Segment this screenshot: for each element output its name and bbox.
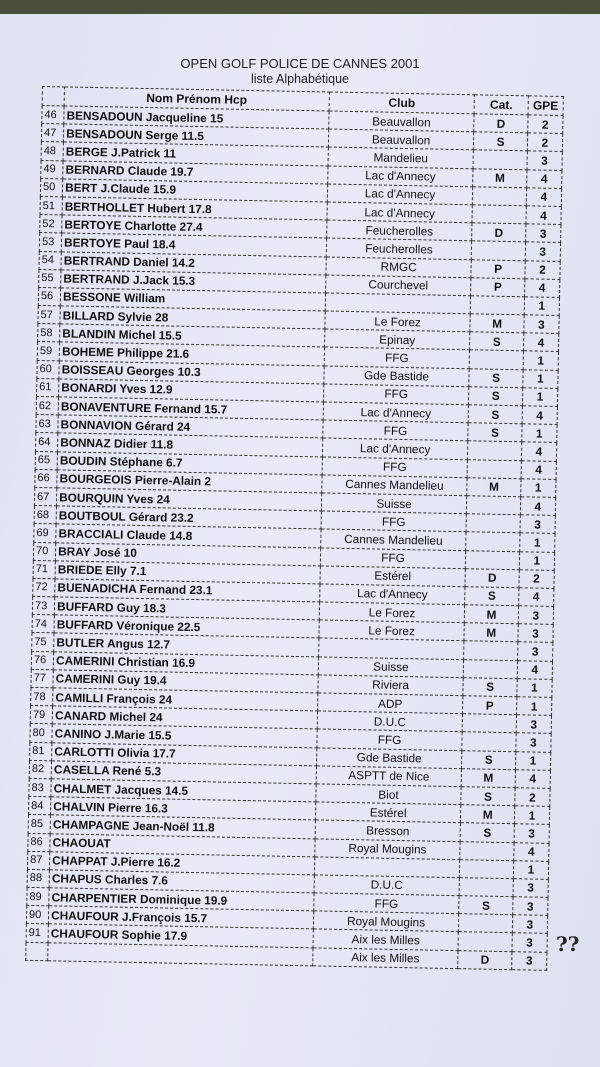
row-number: 91 xyxy=(26,924,48,943)
row-club: RMGC xyxy=(326,256,472,277)
row-number: 55 xyxy=(39,269,61,288)
row-club: Lac d'Annecy xyxy=(327,166,473,187)
row-club: Feucherolles xyxy=(326,220,472,241)
row-cat: M xyxy=(473,168,527,187)
row-club: Mandelieu xyxy=(328,147,474,168)
row-number: 48 xyxy=(41,142,63,161)
row-cat xyxy=(464,641,518,660)
row-number: 47 xyxy=(41,124,63,143)
row-cat xyxy=(468,459,522,478)
row-name: BERTHOLLET Hubert 17.8 xyxy=(62,197,327,220)
row-gpe: 4 xyxy=(526,188,562,207)
row-cat xyxy=(472,241,526,260)
row-name: BOISSEAU Georges 10.3 xyxy=(59,361,324,384)
row-name: BERTOYE Paul 18.4 xyxy=(61,233,326,256)
row-number: 77 xyxy=(31,669,53,688)
row-cat xyxy=(460,859,514,878)
row-cat: P xyxy=(471,259,525,278)
row-cat: P xyxy=(471,277,525,296)
row-number: 89 xyxy=(27,887,49,906)
row-cat: M xyxy=(461,805,515,824)
row-club: Beauvallon xyxy=(328,129,474,150)
row-number: 57 xyxy=(38,306,60,325)
row-number: 74 xyxy=(32,615,54,634)
row-gpe: 3 xyxy=(517,642,553,661)
row-cat: S xyxy=(468,423,522,442)
row-number: 53 xyxy=(39,233,61,252)
row-cat xyxy=(466,532,520,551)
row-gpe: 1 xyxy=(513,860,549,879)
row-club: Cannes Mandelieu xyxy=(321,475,467,496)
row-name: CAMERINI Guy 19.4 xyxy=(53,670,318,693)
col-header-number xyxy=(42,87,64,106)
row-gpe: 4 xyxy=(517,660,553,679)
row-name: CARLOTTI Olivia 17.7 xyxy=(52,742,317,765)
row-club: FFG xyxy=(320,547,466,568)
row-name: BLANDIN Michel 15.5 xyxy=(60,324,325,347)
col-header-cat: Cat. xyxy=(475,95,529,115)
row-cat: D xyxy=(465,568,519,587)
row-gpe: 4 xyxy=(521,460,557,479)
row-number: 62 xyxy=(36,396,58,415)
row-gpe: 4 xyxy=(526,169,562,188)
row-number: 71 xyxy=(33,560,55,579)
row-name: BOUDIN Stéphane 6.7 xyxy=(57,451,322,474)
row-gpe: 1 xyxy=(519,533,555,552)
row-number: 85 xyxy=(28,815,50,834)
row-number: 80 xyxy=(30,724,52,743)
row-cat: S xyxy=(461,823,515,842)
row-cat: S xyxy=(462,750,516,769)
row-gpe: 3 xyxy=(516,715,552,734)
row-name: BONNAVION Gérard 24 xyxy=(58,415,323,438)
row-club: Courchevel xyxy=(325,275,471,296)
row-cat: S xyxy=(463,678,517,697)
row-number: 88 xyxy=(27,869,49,888)
row-gpe: 1 xyxy=(516,697,552,716)
row-number: 79 xyxy=(30,706,52,725)
row-cat: S xyxy=(465,587,519,606)
row-club: FFG xyxy=(313,893,459,914)
row-gpe: 3 xyxy=(511,951,547,970)
row-club: D.U.C xyxy=(314,875,460,896)
row-cat: M xyxy=(465,605,519,624)
row-number: 81 xyxy=(30,742,52,761)
row-number: 58 xyxy=(38,324,60,343)
row-number: 60 xyxy=(37,360,59,379)
row-gpe: 4 xyxy=(520,497,556,516)
row-name: BOUTBOUL Gérard 23.2 xyxy=(56,506,321,529)
row-cat: S xyxy=(469,387,523,406)
row-name: BRIEDE Elly 7.1 xyxy=(55,561,320,584)
row-gpe: 1 xyxy=(523,369,559,388)
row-gpe: 4 xyxy=(524,278,560,297)
col-header-name: Nom Prénom Hcp xyxy=(64,87,329,111)
row-gpe: 2 xyxy=(527,133,563,152)
row-number: 69 xyxy=(34,524,56,543)
row-number: 63 xyxy=(36,415,58,434)
row-name: BUTLER Angus 12.7 xyxy=(54,633,319,656)
row-gpe: 4 xyxy=(515,769,551,788)
row-name: BERTRAND Daniel 14.2 xyxy=(61,251,326,274)
row-cat xyxy=(464,659,518,678)
row-number: 66 xyxy=(35,469,57,488)
row-name: BRACCIALI Claude 14.8 xyxy=(56,524,321,547)
row-cat: M xyxy=(464,623,518,642)
row-gpe: 3 xyxy=(513,879,549,898)
row-club: Gde Bastide xyxy=(316,747,462,768)
row-cat: P xyxy=(463,696,517,715)
row-name: CASELLA René 5.3 xyxy=(51,761,316,784)
row-club: Estérel xyxy=(315,802,461,823)
row-name: BUENADICHA Fernand 23.1 xyxy=(55,579,320,602)
row-number: 87 xyxy=(27,851,49,870)
row-cat xyxy=(473,187,527,206)
row-club: ADP xyxy=(317,693,463,714)
row-number: 82 xyxy=(29,760,51,779)
row-cat xyxy=(466,550,520,569)
row-gpe: 1 xyxy=(522,424,558,443)
row-club: Lac d'Annecy xyxy=(327,184,473,205)
row-number: 78 xyxy=(31,687,53,706)
row-gpe: 2 xyxy=(525,260,561,279)
row-club: Aix les Milles xyxy=(313,929,459,950)
row-name: CANARD Michel 24 xyxy=(52,706,317,729)
row-name: CHAMPAGNE Jean-Noël 11.8 xyxy=(50,815,315,838)
row-club: D.U.C xyxy=(317,711,463,732)
row-name: BUFFARD Guy 18.3 xyxy=(54,597,319,620)
row-name: BERTRAND J.Jack 15.3 xyxy=(61,270,326,293)
row-club: Gde Bastide xyxy=(323,366,469,387)
row-gpe: 4 xyxy=(523,333,559,352)
row-name: BUFFARD Véronique 22.5 xyxy=(54,615,319,638)
row-cat xyxy=(470,350,524,369)
row-club: ASPTT de Nice xyxy=(316,766,462,787)
table-body xyxy=(26,106,563,971)
row-club: Le Forez xyxy=(325,311,471,332)
document-title: OPEN GOLF POLICE DE CANNES 2001 xyxy=(180,56,420,71)
row-name: BRAY José 10 xyxy=(56,542,321,565)
row-number: 67 xyxy=(34,487,56,506)
row-gpe: 3 xyxy=(518,606,554,625)
row-gpe: 1 xyxy=(514,806,550,825)
row-cat xyxy=(466,514,520,533)
row-gpe: 3 xyxy=(512,915,548,934)
row-name: BONNAZ Didier 11.8 xyxy=(58,433,323,456)
row-name: BONARDI Yves 12.9 xyxy=(59,379,324,402)
row-gpe: 1 xyxy=(517,679,553,698)
row-name: BERNARD Claude 19.7 xyxy=(63,160,328,183)
row-gpe: 4 xyxy=(518,588,554,607)
row-club: Lac d'Annecy xyxy=(327,202,473,223)
row-number: 52 xyxy=(40,215,62,234)
row-cat xyxy=(462,732,516,751)
row-cat xyxy=(460,841,514,860)
row-gpe: 2 xyxy=(527,115,563,134)
row-gpe: 4 xyxy=(526,206,562,225)
row-name: BILLARD Sylvie 28 xyxy=(60,306,325,329)
row-number: 59 xyxy=(37,342,59,361)
row-number: 68 xyxy=(34,506,56,525)
row-cat xyxy=(472,205,526,224)
row-gpe: 4 xyxy=(513,842,549,861)
row-gpe: 2 xyxy=(519,569,555,588)
row-club: Aix les Milles xyxy=(312,947,458,968)
row-cat: S xyxy=(459,896,513,915)
row-club: Estérel xyxy=(320,566,466,587)
row-number: 73 xyxy=(32,596,54,615)
row-number: 72 xyxy=(33,578,55,597)
row-cat: S xyxy=(469,405,523,424)
row-gpe: 3 xyxy=(516,733,552,752)
row-cat xyxy=(471,296,525,315)
row-gpe: 3 xyxy=(520,515,556,534)
row-number: 70 xyxy=(33,542,55,561)
row-number: 50 xyxy=(40,178,62,197)
col-header-club: Club xyxy=(329,92,475,114)
row-gpe: 1 xyxy=(515,751,551,770)
row-cat: S xyxy=(469,368,523,387)
row-name: BERGE J.Patrick 11 xyxy=(63,142,328,165)
row-gpe: 1 xyxy=(523,351,559,370)
row-cat: D xyxy=(472,223,526,242)
row-club: FFG xyxy=(322,457,468,478)
row-cat: S xyxy=(470,332,524,351)
row-gpe: 3 xyxy=(512,933,548,952)
row-club: Riviera xyxy=(318,675,464,696)
row-name: BENSADOUN Serge 11.5 xyxy=(64,124,329,147)
row-number: 83 xyxy=(29,778,51,797)
row-name: CHAUFOUR J.François 15.7 xyxy=(49,906,314,929)
row-club: Le Forez xyxy=(319,620,465,641)
row-cat: D xyxy=(458,950,512,969)
row-cat xyxy=(459,914,513,933)
row-cat: D xyxy=(474,114,528,133)
row-gpe: 2 xyxy=(515,788,551,807)
row-name: BOHEME Philippe 21.6 xyxy=(59,342,324,365)
row-number: 75 xyxy=(32,633,54,652)
row-name: CHAUFOUR Sophie 17.9 xyxy=(48,924,313,947)
row-club: Lac d'Annecy xyxy=(319,584,465,605)
row-cat xyxy=(473,150,527,169)
row-name: CHALVIN Pierre 16.3 xyxy=(51,797,316,820)
row-club: FFG xyxy=(323,384,469,405)
row-gpe: 1 xyxy=(524,297,560,316)
row-number: 51 xyxy=(40,196,62,215)
handwritten-annotation: ?? xyxy=(556,932,580,956)
row-name: BOURGEOIS Pierre-Alain 2 xyxy=(57,470,322,493)
row-number: 86 xyxy=(28,833,50,852)
row-name: CHAPUS Charles 7.6 xyxy=(49,870,314,893)
row-cat: M xyxy=(470,314,524,333)
row-number: 49 xyxy=(41,160,63,179)
row-cat xyxy=(467,496,521,515)
row-gpe: 3 xyxy=(514,824,550,843)
row-number: 56 xyxy=(38,287,60,306)
row-club: Beauvallon xyxy=(328,111,474,132)
row-number: 54 xyxy=(39,251,61,270)
row-name: CAMERINI Christian 16.9 xyxy=(53,651,318,674)
row-cat xyxy=(468,441,522,460)
row-name: BESSONE William xyxy=(60,288,325,311)
row-club: FFG xyxy=(316,729,462,750)
row-cat xyxy=(458,932,512,951)
row-cat: M xyxy=(462,768,516,787)
row-club: Le Forez xyxy=(319,602,465,623)
row-gpe: 3 xyxy=(518,624,554,643)
row-cat: S xyxy=(461,787,515,806)
row-gpe: 4 xyxy=(522,406,558,425)
row-name: BOURQUIN Yves 24 xyxy=(57,488,322,511)
row-name: BERT J.Claude 15.9 xyxy=(63,179,328,202)
row-cat: S xyxy=(474,132,528,151)
document-subtitle: liste Alphabétique xyxy=(251,72,349,86)
row-club: Royal Mougins xyxy=(314,838,460,859)
row-club: Epinay xyxy=(324,329,470,350)
row-number: 84 xyxy=(29,797,51,816)
row-number: 65 xyxy=(35,451,57,470)
row-number: 61 xyxy=(37,378,59,397)
row-name: CHAOUAT xyxy=(50,833,315,856)
row-gpe: 3 xyxy=(525,224,561,243)
row-club: Biot xyxy=(315,784,461,805)
row-club: FFG xyxy=(321,511,467,532)
row-name: CHALMET Jacques 14.5 xyxy=(51,779,316,802)
row-name: CANINO J.Marie 15.5 xyxy=(52,724,317,747)
row-number: 64 xyxy=(35,433,57,452)
row-number: 46 xyxy=(42,106,64,125)
row-cat xyxy=(463,714,517,733)
row-gpe: 1 xyxy=(519,551,555,570)
row-gpe: 3 xyxy=(524,315,560,334)
row-gpe: 3 xyxy=(527,151,563,170)
row-number: 76 xyxy=(31,651,53,670)
row-cat: M xyxy=(467,477,521,496)
row-name: CAMILLI François 24 xyxy=(53,688,318,711)
row-club: Cannes Mandelieu xyxy=(320,529,466,550)
row-name: BERTOYE Charlotte 27.4 xyxy=(62,215,327,238)
row-club: Lac d'Annecy xyxy=(322,438,468,459)
row-cat xyxy=(460,878,514,897)
row-name: BONAVENTURE Fernand 15.7 xyxy=(58,397,323,420)
row-club: Suisse xyxy=(321,493,467,514)
row-number xyxy=(26,942,48,961)
row-club: Lac d'Annecy xyxy=(323,402,469,423)
row-gpe: 3 xyxy=(525,242,561,261)
row-club: Feucherolles xyxy=(326,238,472,259)
row-gpe: 3 xyxy=(512,897,548,916)
row-name: BENSADOUN Jacqueline 15 xyxy=(64,106,329,129)
row-club: Bresson xyxy=(315,820,461,841)
col-header-gpe: GPE xyxy=(528,96,564,116)
row-number: 90 xyxy=(26,906,48,925)
row-gpe: 1 xyxy=(522,388,558,407)
row-club: FFG xyxy=(322,420,468,441)
row-club: Royal Mougins xyxy=(313,911,459,932)
row-gpe: 1 xyxy=(520,479,556,498)
row-club: FFG xyxy=(324,347,470,368)
row-name: CHARPENTIER Dominique 19.9 xyxy=(49,888,314,911)
participants-table xyxy=(25,86,564,971)
row-gpe: 4 xyxy=(521,442,557,461)
row-name: CHAPPAT J.Pierre 16.2 xyxy=(50,851,315,874)
row-club: Suisse xyxy=(318,657,464,678)
